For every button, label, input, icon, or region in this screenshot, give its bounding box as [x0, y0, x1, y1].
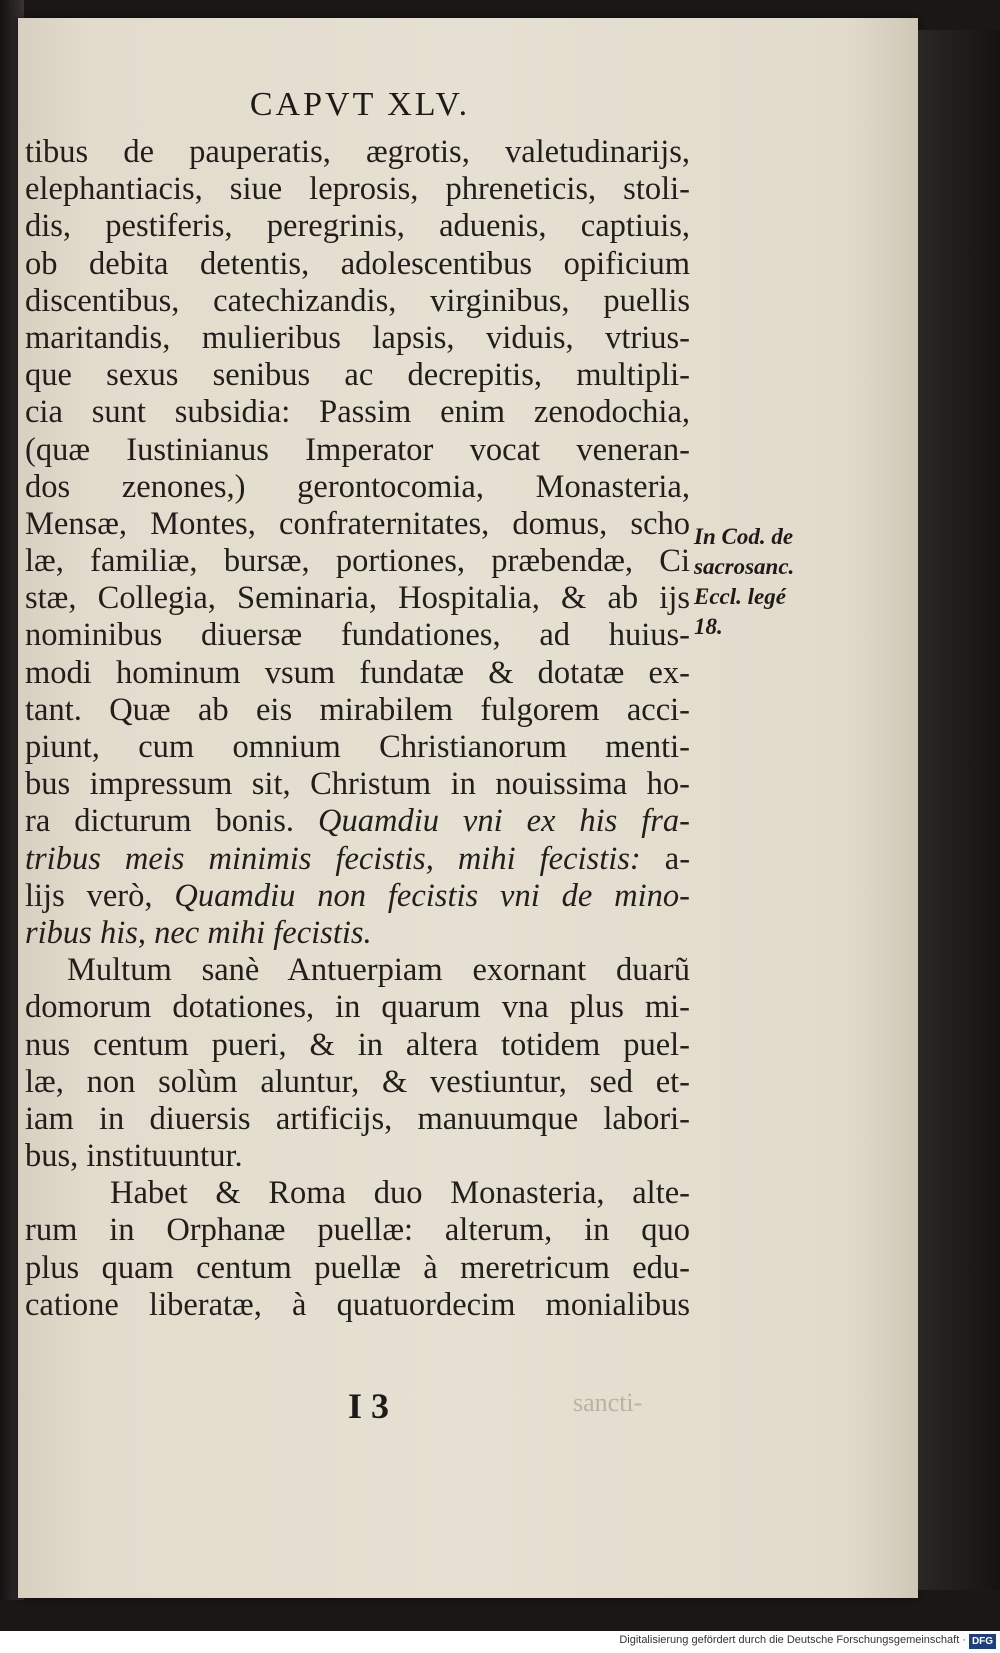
text-line: que sexus senibus ac decrepitis, multipli- [25, 357, 690, 394]
text-line-with-quote [25, 841, 690, 878]
text-line: nus centum pueri, & in altera totidem puel- [25, 1026, 690, 1063]
text-line: bus impressum sit, Christum in nouissima ho- [25, 766, 690, 803]
text-line: (quæ Iustinianus Imperator vocat veneran- [25, 431, 690, 468]
text-line: dos zenones,) gerontocomia, Monasteria, [25, 468, 690, 505]
margin-note-line: Eccl. legé [694, 584, 786, 609]
text-line: modi hominum vsum fundatæ & dotatæ ex- [25, 654, 690, 691]
page-right-edge [918, 30, 1000, 1590]
text-line: nominibus diuersæ fundationes, ad huius- [25, 617, 690, 654]
text-line: Multum sanè Antuerpiam exornant duarũ [67, 952, 690, 989]
text-segment: ra dicturum bonis. [25, 803, 295, 840]
text-line: Mensæ, Montes, confraternitates, domus, scho [25, 505, 690, 542]
text-line: catione liberatæ, à quatuordecim monialibus [25, 1286, 690, 1323]
text-line: tant. Quæ ab eis mirabilem fulgorem acci- [25, 691, 690, 728]
text-line-with-quote [25, 878, 690, 915]
text-segment: a- [664, 840, 691, 877]
text-line: bus, instituuntur. [25, 1138, 243, 1175]
dfg-logo[interactable]: DFG [969, 1634, 996, 1649]
text-line: ob debita detentis, adolescentibus opificium [25, 245, 690, 282]
text-line: Habet & Roma duo Monasteria, alte- [110, 1175, 690, 1212]
text-line: læ, familiæ, bursæ, portiones, præbendæ, Ci [25, 543, 690, 580]
text-line: domorum dotationes, in quarum vna plus mi- [25, 989, 690, 1026]
margin-note [694, 522, 814, 642]
footer-bar [0, 1631, 1000, 1653]
text-line: dis, pestiferis, peregrinis, aduenis, captiuis, [25, 208, 690, 245]
margin-note-line: sacrosanc. [694, 554, 795, 579]
quote-segment: Quamdiu non fecistis vni de mino- [174, 877, 691, 914]
text-line: iam in diuersis artificijs, manuumque labori- [25, 1100, 690, 1137]
body-text [25, 134, 690, 1324]
text-line: tibus de pauperatis, ægrotis, valetudinarijs, [25, 134, 690, 170]
text-line: cia sunt subsidia: Passim enim zenodochia, [25, 394, 690, 431]
quote-segment: Quamdiu vni ex his fra- [318, 803, 691, 840]
text-line-with-quote [25, 803, 690, 840]
text-line: maritandis, mulieribus lapsis, viduis, vtrius- [25, 319, 690, 356]
signature-mark: I 3 [348, 1386, 390, 1426]
footer-credit: Digitalisierung gefördert durch die Deutsche Forschungsgemeinschaft · [619, 1634, 966, 1646]
text-line: piunt, cum omnium Christianorum menti- [25, 729, 690, 765]
text-segment: lijs verò, [25, 877, 153, 914]
text-line: discentibus, catechizandis, virginibus, puellis [25, 282, 690, 319]
catchword: sancti- [573, 1388, 643, 1417]
text-line: rum in Orphanæ puellæ: alterum, in quo [25, 1212, 690, 1249]
text-line: stæ, Collegia, Seminaria, Hospitalia, & ab ijs [25, 580, 690, 617]
margin-note-line: 18. [694, 614, 723, 639]
text-line: elephantiacis, siue leprosis, phreneticis, stoli- [25, 171, 690, 208]
text-line: plus quam centum puellæ à meretricum edu- [25, 1249, 690, 1286]
margin-note-line: In Cod. de [694, 524, 794, 549]
quote-line: ribus his, nec mihi fecistis. [25, 914, 372, 951]
text-line: læ, non solùm aluntur, & vestiuntur, sed et- [25, 1063, 690, 1100]
page-header: CAPVT XLV. [249, 86, 471, 123]
quote-segment: tribus meis minimis fecistis, mihi fecistis: [25, 840, 641, 877]
